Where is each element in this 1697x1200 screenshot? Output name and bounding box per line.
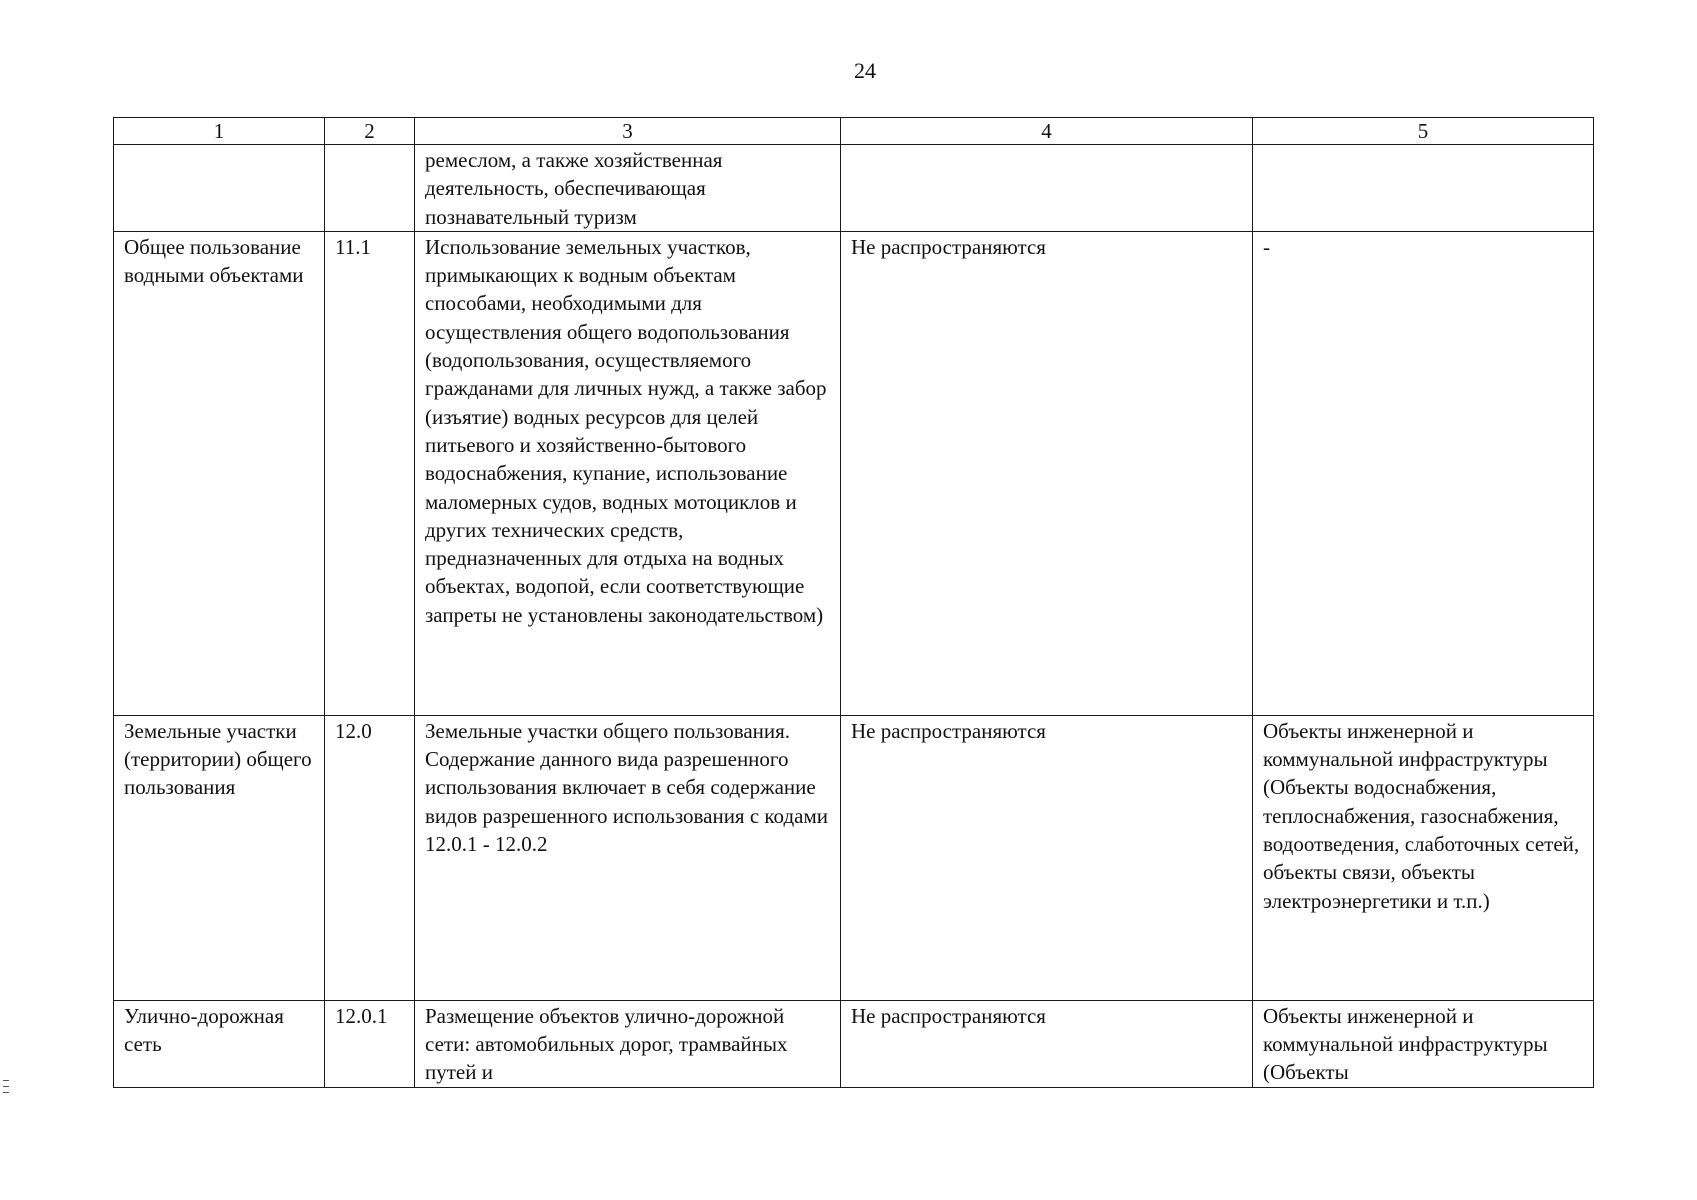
cell-code: 12.0 (325, 715, 415, 1000)
cell-auxiliary-uses (1253, 145, 1594, 232)
scan-artifact-mark (3, 1080, 9, 1081)
table-row (114, 715, 1594, 1000)
land-use-name-text: Улично-дорожная сеть (124, 1003, 284, 1057)
cell-land-use-name (114, 1000, 325, 1087)
cell-description (415, 231, 841, 715)
header-row (114, 118, 1594, 145)
header-col-4: 4 (841, 118, 1253, 145)
auxiliary-uses-text: Объекты инженерной и коммунальной инфраструктуры (Объекты (1263, 1003, 1548, 1085)
land-use-name-text: Земельные участки (территории) общего пользования (124, 718, 312, 800)
cell-description (415, 715, 841, 1000)
cell-description (415, 145, 841, 232)
cell-auxiliary-uses (1253, 1000, 1594, 1087)
header-col-3: 3 (415, 118, 841, 145)
header-col-2: 2 (325, 118, 415, 145)
description-text: Размещение объектов улично-дорожной сети: автомобильных дорог, трамвайных путей и (425, 1003, 788, 1085)
cell-code: 11.1 (325, 231, 415, 715)
cell-auxiliary-uses (1253, 715, 1594, 1000)
cell-land-use-name (114, 145, 325, 232)
cell-land-use-name (114, 231, 325, 715)
description-text: Использование земельных участков, примыкающих к водным объектам способами, необходимыми для осуществления общего водопользования (водопользования, осуществляемого гражданами для личных нужд, а также забор (изъятие) водных ресурсов для целей питьевого и хозяйственно-бытового водоснабжения, купание, использование маломерных судов, водных мотоциклов и других технических средств, предназначенных для отдыха на водных объектах, водопой, если соответствующие запреты не установлены законодательством) (425, 234, 827, 627)
table-row (114, 145, 1594, 232)
cell-code (325, 145, 415, 232)
cell-code: 12.0.1 (325, 1000, 415, 1087)
page-number: 24 (854, 58, 876, 83)
table-row (114, 231, 1594, 715)
description-text: Земельные участки общего пользования. Содержание данного вида разрешенного использования включает в себя содержание видов разрешенного использования с кодами 12.0.1 - 12.0.2 (425, 718, 828, 857)
cell-restrictions (841, 145, 1253, 232)
cell-restrictions: Не распространяются (841, 231, 1253, 715)
cell-land-use-name (114, 715, 325, 1000)
cell-restrictions: Не распространяются (841, 715, 1253, 1000)
cell-auxiliary-uses: - (1253, 231, 1594, 715)
land-use-name-text: Общее пользование водными объектами (124, 234, 304, 288)
cell-description (415, 1000, 841, 1087)
scan-artifact-mark (3, 1092, 9, 1093)
scan-artifact-mark (3, 1086, 9, 1087)
auxiliary-uses-text: Объекты инженерной и коммунальной инфраструктуры (Объекты водоснабжения, теплоснабжения, газоснабжения, водоотведения, слаботочных сетей, объекты связи, объекты электроэнергетики и т.п.) (1263, 718, 1580, 913)
description-text: ремеслом, а также хозяйственная деятельность, обеспечивающая познавательный туризм (425, 148, 723, 229)
land-use-table (113, 117, 1594, 1088)
cell-restrictions: Не распространяются (841, 1000, 1253, 1087)
table-row (114, 1000, 1594, 1087)
header-col-5: 5 (1253, 118, 1594, 145)
header-col-1: 1 (114, 118, 325, 145)
